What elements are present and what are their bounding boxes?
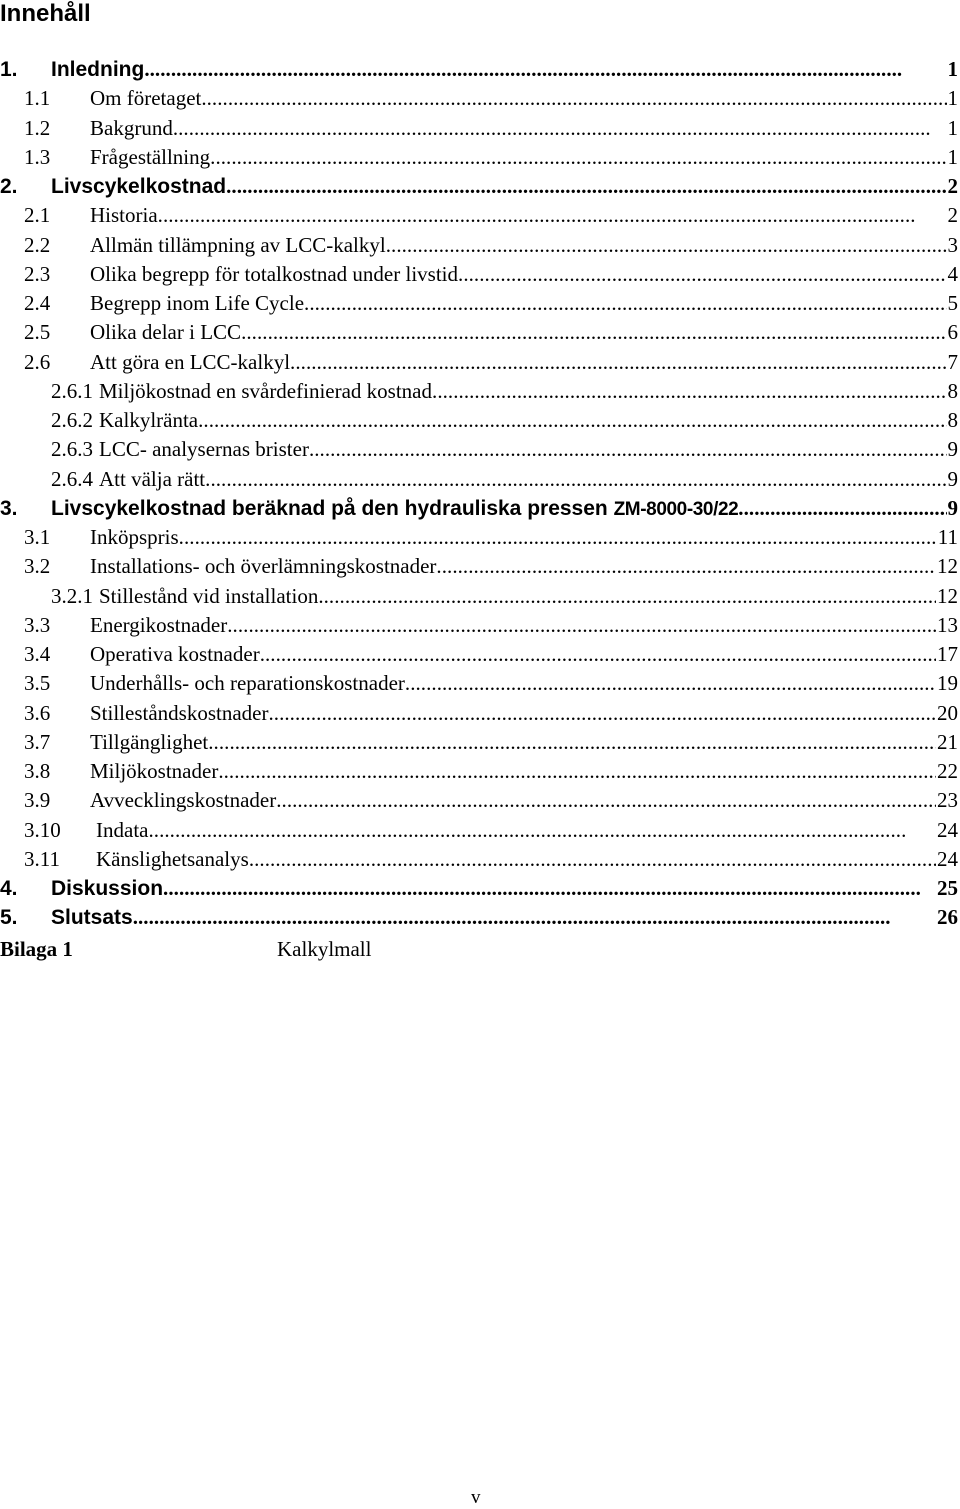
toc-dot-leader xyxy=(405,669,936,698)
toc-entry-number: 3.8 xyxy=(24,759,51,783)
toc-entry-title xyxy=(96,816,148,845)
toc-entry-title xyxy=(99,465,205,494)
toc-dot-leader xyxy=(738,494,946,523)
toc-entry-number: 1.3 xyxy=(24,144,51,169)
toc-entry-title xyxy=(96,845,249,874)
toc-heading: Innehåll xyxy=(0,0,91,27)
toc-entry-title xyxy=(90,260,458,289)
toc-entry-page: 11 xyxy=(937,525,958,549)
toc-entry-title xyxy=(90,114,173,143)
toc-entry-title xyxy=(90,201,158,230)
toc-entry-title-text: Allmän tillämpning av LCC-kalkyl xyxy=(90,232,386,257)
toc-entry-number: 3.6 xyxy=(24,700,51,725)
toc-dot-leader xyxy=(198,406,946,435)
toc-entry-title-text: Olika delar i LCC xyxy=(90,320,242,345)
toc-entry-number: 3. xyxy=(0,496,18,520)
toc-entry-title-text: Avvecklingskostnader xyxy=(90,788,277,813)
toc-entry-number: 2.6.3 xyxy=(51,437,93,462)
toc-entry-page: 12 xyxy=(937,554,958,579)
toc-dot-leader xyxy=(268,699,936,728)
toc-entry-number: 3.5 xyxy=(24,671,51,696)
toc-entry-number: 1. xyxy=(0,58,18,81)
toc-entry-page: 8 xyxy=(947,378,958,403)
toc-dot-leader xyxy=(226,172,946,201)
toc-entry-title-text: Miljökostnad en svårdefinierad kostnad xyxy=(99,378,433,403)
toc-entry-title-text: Diskussion xyxy=(51,877,164,900)
toc-entry[interactable] xyxy=(0,143,958,172)
toc-entry-page: 12 xyxy=(937,583,958,608)
toc-entry[interactable] xyxy=(0,84,958,113)
toc-entry-title xyxy=(99,582,318,611)
toc-entry[interactable] xyxy=(0,874,958,903)
toc-entry[interactable] xyxy=(0,114,958,143)
toc-entry-page: 1 xyxy=(947,115,958,140)
toc-entry-number: 2.2 xyxy=(24,232,51,257)
toc-entry-page: 6 xyxy=(947,320,958,345)
toc-entry-title xyxy=(90,348,290,377)
toc-entry-title-text: Historia xyxy=(90,203,158,228)
toc-entry-indent xyxy=(0,435,99,464)
toc-entry-title xyxy=(99,435,309,464)
toc-entry-page: 19 xyxy=(937,671,958,696)
toc-dot-leader xyxy=(304,289,946,318)
toc-dot-leader xyxy=(276,786,936,815)
toc-entry[interactable] xyxy=(0,640,958,669)
toc-dot-leader xyxy=(241,318,946,347)
toc-entry[interactable] xyxy=(0,582,958,611)
toc-dot-leader xyxy=(227,611,936,640)
toc-dot-leader xyxy=(309,435,947,464)
toc-entry-title xyxy=(99,406,198,435)
toc-entry[interactable] xyxy=(0,172,958,201)
toc-dot-leader xyxy=(163,874,936,903)
toc-entry-number: 3.10 xyxy=(24,817,61,842)
toc-dot-leader xyxy=(386,231,947,260)
toc-entry-number: 3.2.1 xyxy=(51,583,93,608)
toc-dot-leader xyxy=(173,114,947,143)
toc-entry-page: 22 xyxy=(937,759,958,783)
toc-entry-title-text: Stillestånd vid installation xyxy=(99,583,319,608)
toc-entry-page: 4 xyxy=(947,261,958,286)
toc-dot-leader xyxy=(432,377,946,406)
toc-entry[interactable] xyxy=(0,377,958,406)
toc-entry-title xyxy=(90,523,179,552)
toc-entry-number: 2.6.1 xyxy=(51,378,93,403)
toc-entry-number: 3.1 xyxy=(24,525,51,549)
toc-entry-title xyxy=(90,318,241,347)
toc-entry-title-text: Inköpspris xyxy=(90,525,179,549)
toc-entry-title xyxy=(51,55,144,84)
toc-entry[interactable] xyxy=(0,201,958,230)
toc-dot-leader xyxy=(205,465,946,494)
toc-entry-page: 26 xyxy=(937,905,958,930)
toc-entry-indent xyxy=(0,406,99,435)
toc-entry[interactable] xyxy=(0,318,958,347)
toc-entry[interactable] xyxy=(0,699,958,728)
toc-entry-title-text: Energikostnader xyxy=(90,612,228,637)
toc-entry-title-text: Känslighetsanalys xyxy=(96,846,249,871)
toc-entry[interactable] xyxy=(0,611,958,640)
toc-entry-number: 3.9 xyxy=(24,788,51,813)
toc-entry-title xyxy=(90,143,210,172)
toc-entry[interactable] xyxy=(0,903,958,932)
toc-entry-title-text: Kalkylränta xyxy=(99,408,199,432)
toc-entry[interactable] xyxy=(0,523,958,552)
toc-entry-title xyxy=(90,757,218,786)
toc-entry-number: 2.5 xyxy=(24,320,51,345)
toc-entry-title-text: Att välja rätt xyxy=(99,466,206,491)
toc-entry-title-text: Livscykelkostnad xyxy=(51,175,227,198)
toc-entry-page: 3 xyxy=(947,232,958,257)
toc-entry-title-text: Olika begrepp för totalkostnad under livstid xyxy=(90,261,459,286)
toc-entry-title xyxy=(99,377,432,406)
toc-entry-title-text: Begrepp inom Life Cycle xyxy=(90,291,305,315)
toc-entry-title-text: Installations- och överlämningskostnader xyxy=(90,554,437,579)
toc-entry-page: 9 xyxy=(947,466,958,491)
toc-dot-leader xyxy=(133,903,936,932)
toc-entry-page: 8 xyxy=(947,408,958,432)
toc-entry[interactable] xyxy=(0,816,958,845)
toc-entry-title-text: Slutsats xyxy=(51,906,133,930)
toc-entry-title xyxy=(51,874,163,903)
toc-dot-leader xyxy=(436,552,936,581)
toc-dot-leader xyxy=(148,816,936,845)
toc-entry-title-text: Bakgrund xyxy=(90,115,173,140)
toc-entry-title-text: Stilleståndskostnader xyxy=(90,700,269,725)
toc-entry[interactable] xyxy=(0,494,958,523)
toc-entry-indent xyxy=(0,377,99,406)
table-of-contents xyxy=(0,55,958,933)
toc-entry-title xyxy=(90,552,436,581)
toc-entry-page: 24 xyxy=(937,846,958,871)
appendix-label: Bilaga 1 xyxy=(0,937,73,961)
toc-entry-number: 2.6.4 xyxy=(51,466,93,491)
toc-entry-title xyxy=(90,786,276,815)
toc-entry-number: 3.4 xyxy=(24,642,51,666)
toc-entry-number: 2.6 xyxy=(24,349,51,374)
toc-dot-leader xyxy=(210,143,946,172)
toc-entry-title-text: Tillgänglighet xyxy=(90,729,209,754)
toc-entry-number: 3.7 xyxy=(24,729,51,754)
toc-entry-title xyxy=(90,611,227,640)
toc-dot-leader xyxy=(208,728,936,757)
toc-entry-page: 5 xyxy=(947,291,958,315)
toc-entry[interactable] xyxy=(0,260,958,289)
toc-entry-page: 1 xyxy=(947,57,958,81)
toc-entry-number: 2.3 xyxy=(24,261,51,286)
toc-entry[interactable] xyxy=(0,728,958,757)
toc-dot-leader xyxy=(144,55,946,84)
toc-entry-title xyxy=(90,640,260,669)
toc-entry-page: 2 xyxy=(947,203,958,228)
toc-dot-leader xyxy=(318,582,936,611)
page-number: v xyxy=(471,1487,481,1508)
toc-entry[interactable] xyxy=(0,348,958,377)
toc-entry-page: 7 xyxy=(947,349,958,374)
toc-entry-page: 24 xyxy=(937,817,958,842)
toc-entry-number: 2. xyxy=(0,175,18,198)
toc-entry-title xyxy=(90,289,304,318)
toc-entry-number: 3.2 xyxy=(24,554,51,579)
toc-dot-leader xyxy=(458,260,946,289)
toc-entry-page: 23 xyxy=(937,788,958,813)
toc-entry-number: 3.3 xyxy=(24,612,51,637)
toc-entry-title xyxy=(90,699,268,728)
toc-dot-leader xyxy=(260,640,936,669)
toc-entry-title xyxy=(90,728,208,757)
toc-entry-number: 2.4 xyxy=(24,291,51,315)
toc-entry-page: 25 xyxy=(937,876,958,900)
toc-entry[interactable] xyxy=(0,786,958,815)
toc-entry-title-text: LCC- analysernas brister xyxy=(99,437,309,462)
toc-entry-title-text: Underhålls- och reparationskostnader xyxy=(90,671,405,696)
toc-dot-leader xyxy=(218,757,936,786)
toc-entry-page: 9 xyxy=(947,437,958,462)
toc-entry[interactable] xyxy=(0,406,958,435)
toc-entry-page: 13 xyxy=(937,612,958,637)
toc-entry[interactable] xyxy=(0,552,958,581)
toc-entry-title-text: Livscykelkostnad beräknad på den hydrauliska pressen xyxy=(51,496,608,520)
toc-entry[interactable] xyxy=(0,289,958,318)
toc-entry-page: 1 xyxy=(947,86,958,111)
toc-entry-title-text: Att göra en LCC-kalkyl xyxy=(90,349,291,374)
toc-entry[interactable] xyxy=(0,55,958,84)
toc-dot-leader xyxy=(158,201,947,230)
toc-entry[interactable] xyxy=(0,465,958,494)
toc-entry-number: 1.1 xyxy=(24,86,51,111)
toc-entry-indent xyxy=(0,582,99,611)
toc-entry-page: 21 xyxy=(937,729,958,754)
toc-entry[interactable] xyxy=(0,845,958,874)
toc-entry-title xyxy=(90,669,405,698)
toc-entry[interactable] xyxy=(0,435,958,464)
toc-entry-page: 2 xyxy=(947,174,958,198)
toc-entry-number: 3.11 xyxy=(24,846,60,871)
toc-dot-leader xyxy=(207,84,947,113)
toc-entry-indent xyxy=(0,465,99,494)
toc-entry-title-text: Om företaget. xyxy=(90,86,207,111)
toc-entry-number: 4. xyxy=(0,877,18,900)
toc-dot-leader xyxy=(249,845,936,874)
toc-entry-title xyxy=(90,84,207,113)
toc-entry-title-text: Inledning xyxy=(51,58,145,81)
toc-dot-leader xyxy=(179,523,937,552)
toc-entry-page: 1 xyxy=(947,144,958,169)
toc-entry-number: 2.6.2 xyxy=(51,408,93,432)
toc-dot-leader xyxy=(290,348,946,377)
toc-entry-title xyxy=(51,494,738,524)
toc-entry-title-text: Indata xyxy=(96,817,149,842)
appendix-title: Kalkylmall xyxy=(277,937,372,961)
toc-entry-title xyxy=(51,903,133,932)
toc-entry-page: 20 xyxy=(937,700,958,725)
toc-entry-title-text: Frågeställning xyxy=(90,144,211,169)
toc-entry[interactable] xyxy=(0,231,958,260)
toc-entry-page: 17 xyxy=(937,642,958,666)
toc-entry-number: 2.1 xyxy=(24,203,51,228)
toc-entry-model-number: ZM-8000-30/22 xyxy=(613,498,739,520)
toc-entry-number: 5. xyxy=(0,906,18,930)
toc-entry-title-text: Miljökostnader xyxy=(90,759,219,783)
toc-entry-title xyxy=(90,231,386,260)
toc-entry-page: 9 xyxy=(947,495,958,520)
toc-entry-number: 1.2 xyxy=(24,115,51,140)
toc-entry-title xyxy=(51,172,226,201)
toc-entry[interactable] xyxy=(0,757,958,786)
toc-entry-title-text: Operativa kostnader xyxy=(90,642,260,666)
toc-entry[interactable] xyxy=(0,669,958,698)
